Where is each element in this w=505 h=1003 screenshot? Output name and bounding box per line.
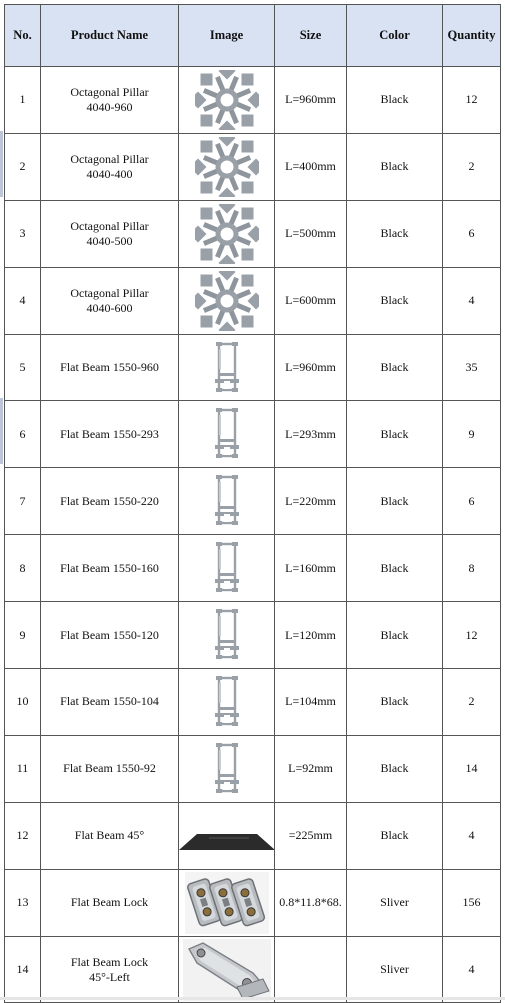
table-row [5, 267, 501, 334]
row-number: 13 [5, 869, 41, 936]
header-quantity: Quantity [443, 5, 501, 67]
octagonal-pillar-profile-icon [179, 137, 274, 197]
quantity-cell: 8 [443, 535, 501, 602]
product-name-cell [41, 936, 179, 1003]
beam-lock-photo-icon [179, 872, 274, 934]
product-name: Flat Beam Lock [70, 895, 149, 910]
header-product-name: Product Name [41, 5, 179, 67]
product-name: Flat Beam 1550-120 [60, 627, 159, 642]
table-body [5, 67, 501, 1003]
product-image-cell [179, 535, 275, 602]
product-name: Octagonal Pillar [70, 218, 149, 233]
table-row [5, 869, 501, 936]
product-image-cell [179, 869, 275, 936]
product-name: Flat Beam 1550-92 [63, 761, 156, 776]
size-cell: L=960mm [275, 67, 347, 134]
size-cell [275, 936, 347, 1003]
product-name: Octagonal Pillar [70, 285, 149, 300]
product-image-cell [179, 468, 275, 535]
product-name-cell [41, 67, 179, 134]
color-cell: Black [347, 535, 443, 602]
product-name: Flat Beam 1550-293 [60, 426, 159, 441]
table-row [5, 735, 501, 802]
color-cell: Sliver [347, 936, 443, 1003]
product-name-cell [41, 802, 179, 869]
product-name-cell [41, 869, 179, 936]
product-image-cell [179, 802, 275, 869]
header-size: Size [275, 5, 347, 67]
color-cell: Black [347, 669, 443, 736]
product-name-cell [41, 334, 179, 401]
size-cell: L=500mm [275, 200, 347, 267]
color-cell: Black [347, 468, 443, 535]
product-image-cell [179, 936, 275, 1003]
product-image-cell [179, 133, 275, 200]
quantity-cell: 12 [443, 67, 501, 134]
size-cell: L=104mm [275, 669, 347, 736]
product-table [4, 4, 501, 1003]
product-name-cell [41, 267, 179, 334]
size-cell: L=160mm [275, 535, 347, 602]
header-row [5, 5, 501, 67]
table-row [5, 468, 501, 535]
color-cell: Black [347, 267, 443, 334]
size-cell: L=120mm [275, 602, 347, 669]
product-model: 4040-960 [86, 99, 133, 114]
color-cell: Black [347, 133, 443, 200]
flat-beam-profile-icon [179, 742, 274, 796]
row-number: 3 [5, 200, 41, 267]
product-image-cell [179, 735, 275, 802]
flat-beam-profile-icon [179, 675, 274, 729]
product-image-cell [179, 401, 275, 468]
quantity-cell: 9 [443, 401, 501, 468]
octagonal-pillar-profile-icon [179, 70, 274, 130]
product-name-cell [41, 602, 179, 669]
product-name: Flat Beam 1550-220 [60, 493, 159, 508]
header-color: Color [347, 5, 443, 67]
product-model: 4040-500 [86, 233, 133, 248]
table-row [5, 802, 501, 869]
product-image-cell [179, 602, 275, 669]
trapezoid-beam-icon [179, 816, 274, 856]
size-cell: 0.8*11.8*68. [275, 869, 347, 936]
quantity-cell: 14 [443, 735, 501, 802]
product-image-cell [179, 200, 275, 267]
flat-beam-profile-icon [179, 341, 274, 395]
octagonal-pillar-profile-icon [179, 204, 274, 264]
header-image: Image [179, 5, 275, 67]
product-name: Octagonal Pillar [70, 84, 149, 99]
quantity-cell: 6 [443, 468, 501, 535]
color-cell: Black [347, 200, 443, 267]
table-row [5, 602, 501, 669]
product-model: 4040-600 [86, 300, 133, 315]
row-number: 11 [5, 735, 41, 802]
left-edge-marker [0, 398, 3, 464]
flat-beam-profile-icon [179, 608, 274, 662]
product-name-cell [41, 735, 179, 802]
table-row [5, 334, 501, 401]
row-number: 4 [5, 267, 41, 334]
quantity-cell: 12 [443, 602, 501, 669]
left-edge-marker [0, 131, 3, 197]
quantity-cell: 156 [443, 869, 501, 936]
color-cell: Black [347, 802, 443, 869]
product-name-cell [41, 133, 179, 200]
product-name: Flat Beam 45° [74, 828, 145, 843]
quantity-cell: 6 [443, 200, 501, 267]
size-cell: L=220mm [275, 468, 347, 535]
quantity-cell: 2 [443, 669, 501, 736]
product-image-cell [179, 67, 275, 134]
row-number: 1 [5, 67, 41, 134]
color-cell: Black [347, 401, 443, 468]
quantity-cell: 4 [443, 936, 501, 1003]
size-cell: L=400mm [275, 133, 347, 200]
color-cell: Black [347, 735, 443, 802]
product-name-cell [41, 669, 179, 736]
row-number: 9 [5, 602, 41, 669]
color-cell: Black [347, 334, 443, 401]
row-number: 10 [5, 669, 41, 736]
table-row [5, 200, 501, 267]
size-cell: L=92mm [275, 735, 347, 802]
size-cell: L=960mm [275, 334, 347, 401]
color-cell: Black [347, 602, 443, 669]
product-image-cell [179, 267, 275, 334]
octagonal-pillar-profile-icon [179, 271, 274, 331]
table-row [5, 401, 501, 468]
product-name-cell [41, 401, 179, 468]
product-name-cell [41, 200, 179, 267]
product-name: Flat Beam Lock [70, 954, 149, 969]
row-number: 8 [5, 535, 41, 602]
product-model: 4040-400 [86, 166, 133, 181]
product-name-cell [41, 535, 179, 602]
table-row [5, 67, 501, 134]
flat-beam-profile-icon [179, 541, 274, 595]
size-cell: =225mm [275, 802, 347, 869]
row-number: 6 [5, 401, 41, 468]
color-cell: Black [347, 67, 443, 134]
row-number: 12 [5, 802, 41, 869]
product-model: 45°-Left [89, 969, 130, 984]
quantity-cell: 4 [443, 802, 501, 869]
product-image-cell [179, 669, 275, 736]
header-no: No. [5, 5, 41, 67]
flat-beam-profile-icon [179, 407, 274, 461]
row-number: 14 [5, 936, 41, 1003]
color-cell: Sliver [347, 869, 443, 936]
product-image-cell [179, 334, 275, 401]
product-name: Flat Beam 1550-160 [60, 560, 159, 575]
product-name-cell [41, 468, 179, 535]
flat-beam-profile-icon [179, 474, 274, 528]
size-cell: L=600mm [275, 267, 347, 334]
row-number: 5 [5, 334, 41, 401]
product-name: Flat Beam 1550-104 [60, 694, 159, 709]
table-row [5, 535, 501, 602]
quantity-cell: 4 [443, 267, 501, 334]
product-name: Octagonal Pillar [70, 151, 149, 166]
table-row [5, 133, 501, 200]
product-name: Flat Beam 1550-960 [60, 360, 159, 374]
quantity-cell: 35 [443, 334, 501, 401]
size-cell: L=293mm [275, 401, 347, 468]
table-row [5, 936, 501, 1003]
row-number: 7 [5, 468, 41, 535]
angled-beam-lock-photo-icon [179, 939, 274, 1001]
table-row [5, 669, 501, 736]
row-number: 2 [5, 133, 41, 200]
quantity-cell: 2 [443, 133, 501, 200]
